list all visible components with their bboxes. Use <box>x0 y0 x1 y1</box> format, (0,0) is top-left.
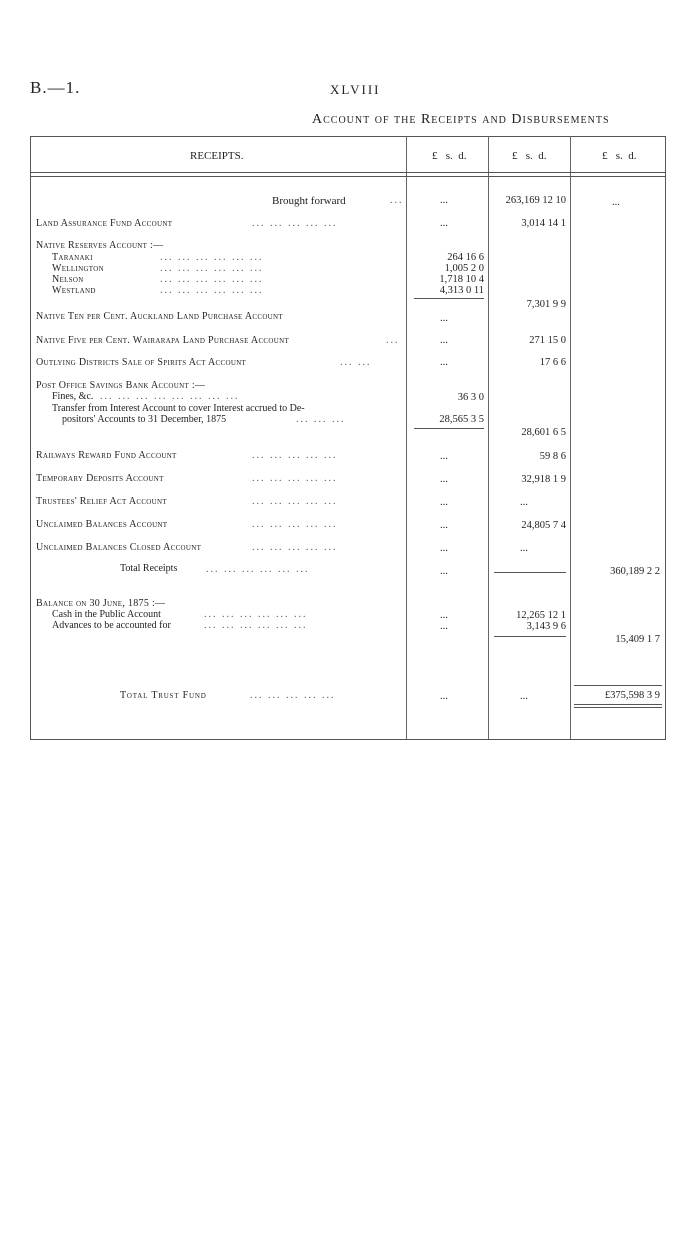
cell: ... <box>440 218 448 229</box>
cell: ... <box>440 497 448 508</box>
cell: 7,301 9 9 <box>526 299 566 310</box>
leader-dots: ... ... ... ... ... <box>250 690 336 701</box>
total-rule <box>494 572 566 573</box>
cell: ... <box>440 451 448 462</box>
leader-dots: ... ... ... ... ... ... <box>160 252 264 263</box>
subtotal-rule <box>494 636 566 637</box>
total-trust-label: Total Trust Fund <box>120 690 207 701</box>
row-label: Unclaimed Balances Account <box>36 519 168 530</box>
subtotal-rule <box>414 428 484 429</box>
row-label: Outlying Districts Sale of Spirits Act Account <box>36 357 247 368</box>
receipts-heading: RECEIPTS. <box>190 150 244 162</box>
row-sublabel: Taranaki <box>52 252 93 263</box>
header-rule <box>30 172 665 173</box>
row-label: Native Ten per Cent. Auckland Land Purchase Account <box>36 311 283 322</box>
column-header-3: £ s. d. <box>602 150 637 162</box>
cell: 28,565 3 5 <box>439 414 484 425</box>
leader-dots: ... ... ... ... ... ... <box>206 564 310 575</box>
row-sublabel: Advances to be accounted for <box>52 620 171 631</box>
column-divider <box>488 136 489 739</box>
row-sublabel: Fines, &c. <box>52 391 94 402</box>
cell: ... <box>440 691 448 702</box>
cell: 3,014 14 1 <box>521 218 566 229</box>
row-sublabel: positors' Accounts to 31 December, 1875 <box>62 414 227 425</box>
leader-dots: ... ... ... ... ... ... <box>160 274 264 285</box>
cell: ... <box>440 357 448 368</box>
row-sublabel: Wellington <box>52 263 104 274</box>
row-sublabel: Nelson <box>52 274 84 285</box>
total-double-rule <box>574 704 662 705</box>
row-label: Railways Reward Fund Account <box>36 450 177 461</box>
leader-dots: ... ... ... <box>296 414 346 425</box>
row-label: Unclaimed Balances Closed Account <box>36 542 202 553</box>
row-label: Native Five per Cent. Wairarapa Land Purchase Account <box>36 335 290 346</box>
cell: 59 8 6 <box>539 451 566 462</box>
row-label: Native Reserves Account :— <box>36 240 164 251</box>
leader-dots: ... ... <box>340 357 372 368</box>
cell: ... <box>440 313 448 324</box>
cell: 17 6 6 <box>539 357 566 368</box>
leader-dots: ... ... ... ... ... ... ... ... <box>100 391 240 402</box>
subtotal-rule <box>414 298 484 299</box>
cell: 28,601 6 5 <box>521 427 566 438</box>
cell: 32,918 1 9 <box>521 474 566 485</box>
leader-dots: ... ... ... ... ... ... <box>160 285 264 296</box>
total-receipts-label: Total Receipts <box>120 563 178 574</box>
row-label: Land Assurance Fund Account <box>36 218 173 229</box>
row-label: Post Office Savings Bank Account :— <box>36 380 206 391</box>
cell: 263,169 12 10 <box>505 195 566 206</box>
brought-forward-label: Brought forward <box>272 195 346 207</box>
cell: £375,598 3 9 <box>604 690 660 701</box>
cell: ... <box>612 197 620 208</box>
cell: 1,005 2 0 <box>444 263 484 274</box>
cell: ... <box>440 610 448 621</box>
leader-dots: ... <box>390 195 404 206</box>
row-sublabel: Cash in the Public Account <box>52 609 161 620</box>
cell: 271 15 0 <box>529 335 566 346</box>
cell: ... <box>440 520 448 531</box>
leader-dots: ... ... ... ... ... <box>252 496 338 507</box>
leader-dots: ... ... ... ... ... <box>252 519 338 530</box>
leader-dots: ... ... ... ... ... <box>252 450 338 461</box>
row-label: Balance on 30 June, 1875 :— <box>36 598 166 609</box>
cell: ... <box>520 691 528 702</box>
page-number: XLVIII <box>330 82 381 97</box>
leader-dots: ... ... ... ... ... <box>252 542 338 553</box>
cell: 1,718 10 4 <box>439 274 484 285</box>
cell: 24,805 7 4 <box>521 520 566 531</box>
row-sublabel: Westland <box>52 285 96 296</box>
leader-dots: ... ... ... ... ... <box>252 473 338 484</box>
cell: ... <box>440 335 448 346</box>
cell: ... <box>440 566 448 577</box>
cell: 360,189 2 2 <box>610 566 660 577</box>
cell: ... <box>440 543 448 554</box>
total-double-rule <box>574 707 662 708</box>
cell: ... <box>440 195 448 206</box>
cell: 4,313 0 11 <box>439 285 484 296</box>
cell: 12,265 12 1 <box>516 610 566 621</box>
leader-dots: ... ... ... ... ... ... <box>204 609 308 620</box>
total-rule <box>574 685 662 686</box>
row-label: Temporary Deposits Account <box>36 473 164 484</box>
header-rule <box>30 176 665 177</box>
cell: 15,409 1 7 <box>615 634 660 645</box>
leader-dots: ... <box>386 335 400 346</box>
row-sublabel: Transfer from Interest Account to cover Interest accrued to De- <box>52 403 305 414</box>
cell: ... <box>440 621 448 632</box>
cell: ... <box>520 497 528 508</box>
cell: ... <box>520 543 528 554</box>
row-label: Trustees' Relief Act Account <box>36 496 167 507</box>
column-header-1: £ s. d. <box>432 150 467 162</box>
column-divider <box>406 136 407 739</box>
cell: ... <box>440 474 448 485</box>
leader-dots: ... ... ... ... ... ... <box>160 263 264 274</box>
document-code: B.—1. <box>30 78 81 97</box>
cell: 264 16 6 <box>447 252 484 263</box>
cell: 36 3 0 <box>457 392 484 403</box>
column-divider <box>570 136 571 739</box>
leader-dots: ... ... ... ... ... <box>252 218 338 229</box>
leader-dots: ... ... ... ... ... ... <box>204 620 308 631</box>
column-header-2: £ s. d. <box>512 150 547 162</box>
page-title: Account of the Receipts and Disbursements <box>312 112 610 127</box>
cell: 3,143 9 6 <box>526 621 566 632</box>
